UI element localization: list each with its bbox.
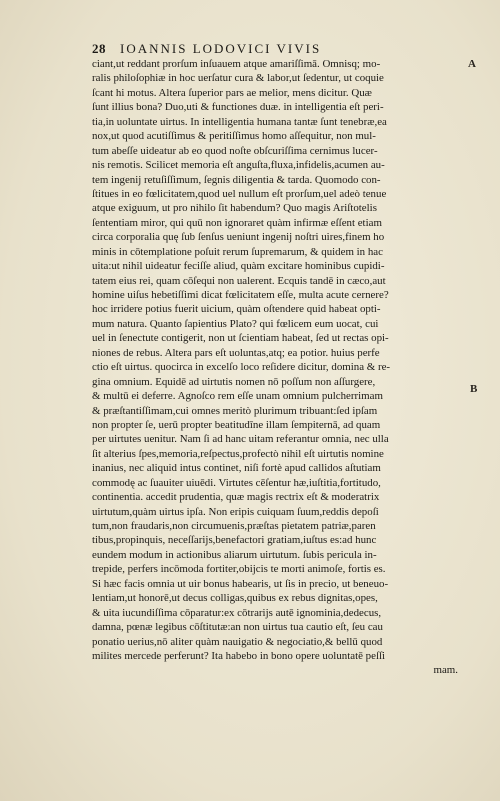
text-line: tia,in uoluntate uirtus. In intelligentia humana tantæ ſunt tenebræ,ea xyxy=(92,115,387,128)
text-line: niones de rebus. Altera pars eſt uoluntas,atq; ea potior. huius perfe xyxy=(92,346,380,359)
margin-letter-a: A xyxy=(468,58,476,70)
text-line: ralis philoſophiæ in hoc uerſatur cura & labor,ut ſedentur, ut coquie xyxy=(92,72,384,85)
text-line: ponatio uerius,nō aliter quàm nauigatio & negociatio,& bellū quod xyxy=(92,635,383,648)
text-line: non propter ſe, uerū propter beatitudīne illam ſempiternā, ad quam xyxy=(92,418,381,431)
text-line: tum abeſſe uideatur ab eo quod noſte obſcuriſſima cernimus lucer- xyxy=(92,144,378,157)
text-line: Si hæc facis omnia ut uir bonus habearis, ut ſis in precio, ut beneuo- xyxy=(92,577,389,590)
text-line: damna, pœnæ legibus cōſtitutæ:an non uirtus tua cautio eſt, ſeu cau xyxy=(92,621,383,634)
text-line: continentia. accedit prudentia, quæ magis rectrix eſt & moderatrix xyxy=(92,491,380,504)
text-line: minis in cōtemplatione poſuit rerum ſupremarum, & quidem in hac xyxy=(92,245,383,258)
text-line: inanius, nec aliquid intus continet, niſi fortè apud callidos aſtutiam xyxy=(92,462,381,475)
text-line: & uita iucundiſſima cōparatur:ex cōtrarijs autē ignominia,dedecus, xyxy=(92,606,382,619)
text-line: uita:ut nihil uideatur feciſſe aliud, quàm excitare hominibus cupidi- xyxy=(92,260,385,273)
text-line: nis remotis. Scilicet memoria eſt anguſta,fluxa,infidelis,acumen au- xyxy=(92,159,385,172)
text-line: lentiam,ut honorē,ut decus colligas,quibus ex rebus dignitas,opes, xyxy=(92,592,378,605)
text-line: tum,non fraudaris,non circumuenis,præſtas pietatem patriæ,paren xyxy=(92,520,376,532)
page-header xyxy=(92,41,480,57)
text-line: trepide, perfers incōmoda fortiter,obijcis te morti animoſe, fortis es. xyxy=(92,563,386,576)
text-line: & multū ei deferre. Agnoſco rem eſſe unam omnium pulcherrimam xyxy=(92,390,383,403)
text-line: mum natura. Quanto ſapientius Plato? qui fœlicem eum uocat, cui xyxy=(92,317,379,330)
text-line: ſit alterius ſpes,memoria,reſpectus,profectò nihil eſt uirtutis nomine xyxy=(92,447,384,460)
text-line: mam. xyxy=(433,664,458,677)
text-line: per uirtutes uenitur. Nam ſi ad hanc uitam referantur omnia, nec ulla xyxy=(92,433,389,446)
text-line: gina omnium. Equidē ad uirtutis nomen nō poſſum non aſſurgere, xyxy=(92,375,376,388)
text-line: circa corporalia quę ſub ſenſus ueniunt ingenij noſtri uires,finem ho xyxy=(92,231,385,244)
text-line: tibus,propinquis, neceſſarijs,benefactori gratiam,iuſtus es:ad hunc xyxy=(92,534,377,547)
text-line: ciant,ut reddant prorſum inſuauem atque amariſſimā. Omnisq; mo- xyxy=(92,58,381,70)
text-line: ſententiam miror, qui quū non ignoraret quàm infirmæ eſſent etiam xyxy=(92,216,382,229)
text-line: atque exiguum, ut pro nihilo ſit habendum? Quo magis Ariſtotelis xyxy=(92,202,377,215)
text-line: uirtutum,quàm uirtus ipſa. Non eripis cuiquam ſuum,reddis depoſi xyxy=(92,505,379,518)
text-line: tem ingenij retuſiſſimum, ſegnis diligentia & tarda. Quomodo con- xyxy=(92,173,381,186)
text-line: uel in ſenectute contigerit, non ut ſcientiam habeat, ſed ut rectas opi- xyxy=(92,332,389,345)
text-line: ſtitues in eo fœlicitatem,quod uel nullum eſt prorſum,uel adeò tenue xyxy=(92,187,387,200)
text-line: ſunt illius bona? Duo,uti & functiones duæ. in intelligentia eſt peri- xyxy=(92,101,384,114)
text-line: homine uiſus hebetiſſimi dicat fœlicitatem eſſe, multa acute cernere? xyxy=(92,289,389,301)
text-line: commodę ac ſuauiter uiuēdi. Virtutes cēſentur hæ,iuſtitia,fortitudo, xyxy=(92,476,381,489)
text-line: ctio eſt uirtus. quocirca in excelſo loco reſidere dicitur, domina & re- xyxy=(92,361,391,374)
text-line: milites mercede perferunt? Ita habebo in bono opere uoluntatē peſſi xyxy=(92,649,386,662)
text-line: ſcant hi motus. Altera ſuperior pars ae melior, mens dicitur. Quæ xyxy=(92,86,372,99)
text-line: tatem eius rei, quam cōſequi non ualerent. Ecquis tandē in cæco,aut xyxy=(92,274,386,287)
page-number: 28 xyxy=(92,41,106,56)
text-line: hoc irridere potius fuerit uicium, quàm oſtendere quid habeat opti- xyxy=(92,303,381,316)
margin-letter-b: B xyxy=(470,383,478,395)
text-line: & præſtantiſſimam,cui omnes meritò plurimum tribuant:ſed ipſam xyxy=(92,404,378,417)
text-line: nox,ut quod acutiſſimus & peritiſſimus homo aſſequitur, non mul- xyxy=(92,130,376,143)
running-head: IOANNIS LODOVICI VIVIS xyxy=(120,41,322,56)
text-line: eundem modum in actionibus aliarum uirtutum. ſubis pericula in- xyxy=(92,548,377,561)
text-body xyxy=(92,57,464,678)
